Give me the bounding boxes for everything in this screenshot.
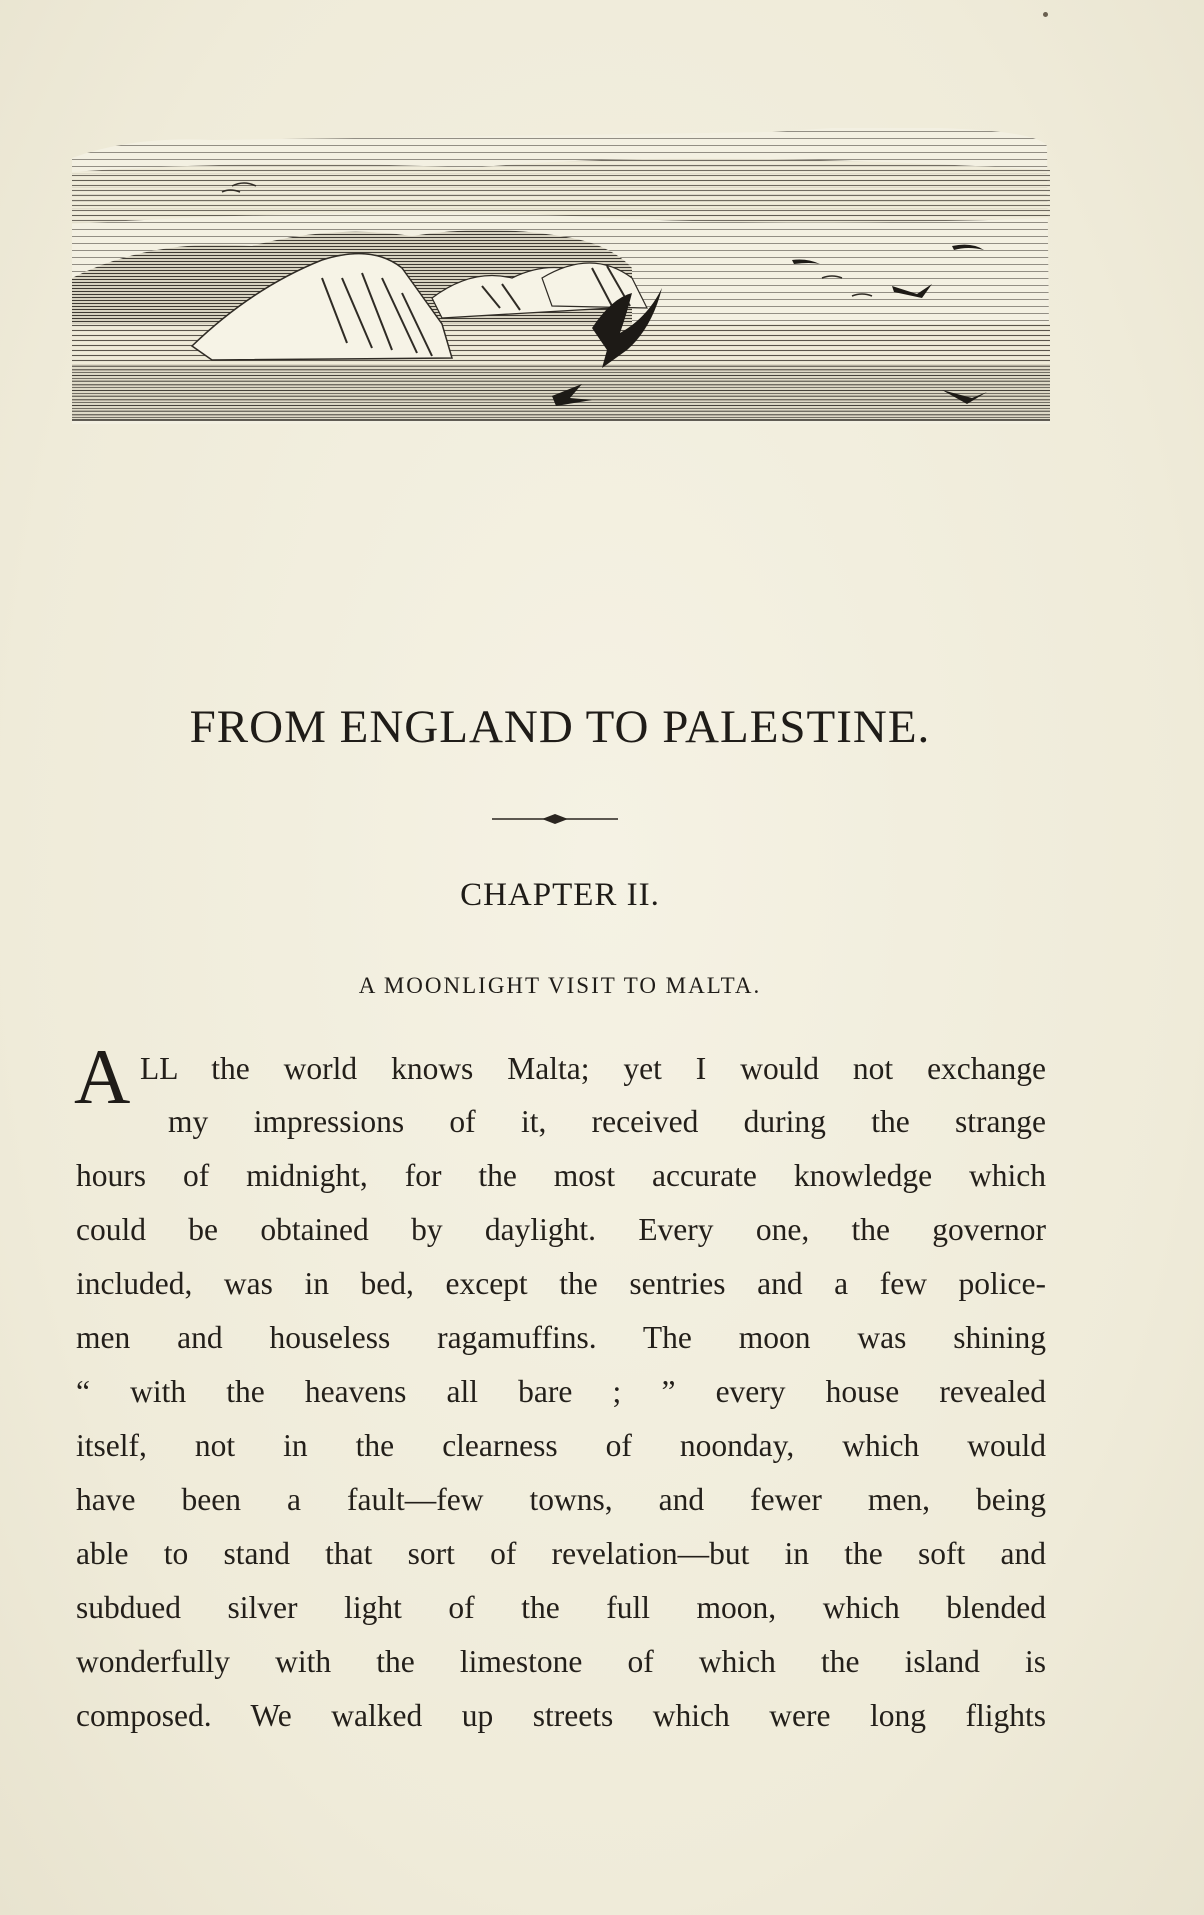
text-line: composed. We walked up streets which were long flights [76, 1698, 1046, 1733]
diamond-rule-icon [492, 812, 618, 826]
text-line: hours of midnight, for the most accurate knowledge which [76, 1158, 1046, 1193]
text-line: included, was in bed, except the sentries and a few police- [76, 1266, 1046, 1301]
text-line: men and houseless ragamuffins. The moon was shining [76, 1320, 1046, 1355]
ink-speck [1043, 12, 1048, 17]
text-line: LL the world knows Malta; yet I would not exchange [140, 1051, 1046, 1086]
chapter-subtitle: A MOONLIGHT VISIT TO MALTA. [358, 973, 762, 998]
text-line: subdued silver light of the full moon, which blended [76, 1590, 1046, 1625]
text-line: my impressions of it, received during the strange [168, 1104, 1046, 1139]
text-line: able to stand that sort of revelation—but in the soft and [76, 1536, 1046, 1571]
text-line: have been a fault—few towns, and fewer men, being [76, 1482, 1046, 1517]
text-line: itself, not in the clearness of noonday, which would [76, 1428, 1046, 1463]
engraving-cliffs-birds-icon [72, 128, 1050, 424]
text-line: could be obtained by daylight. Every one, the governor [76, 1212, 1046, 1247]
text-line: “ with the heavens all bare ; ” every house revealed [76, 1374, 1046, 1409]
drop-cap: A [74, 1033, 131, 1120]
chapter-heading: CHAPTER II. [460, 877, 660, 913]
text-line: wonderfully with the limestone of which the island is [76, 1644, 1046, 1679]
book-title: FROM ENGLAND TO PALESTINE. [189, 701, 931, 753]
